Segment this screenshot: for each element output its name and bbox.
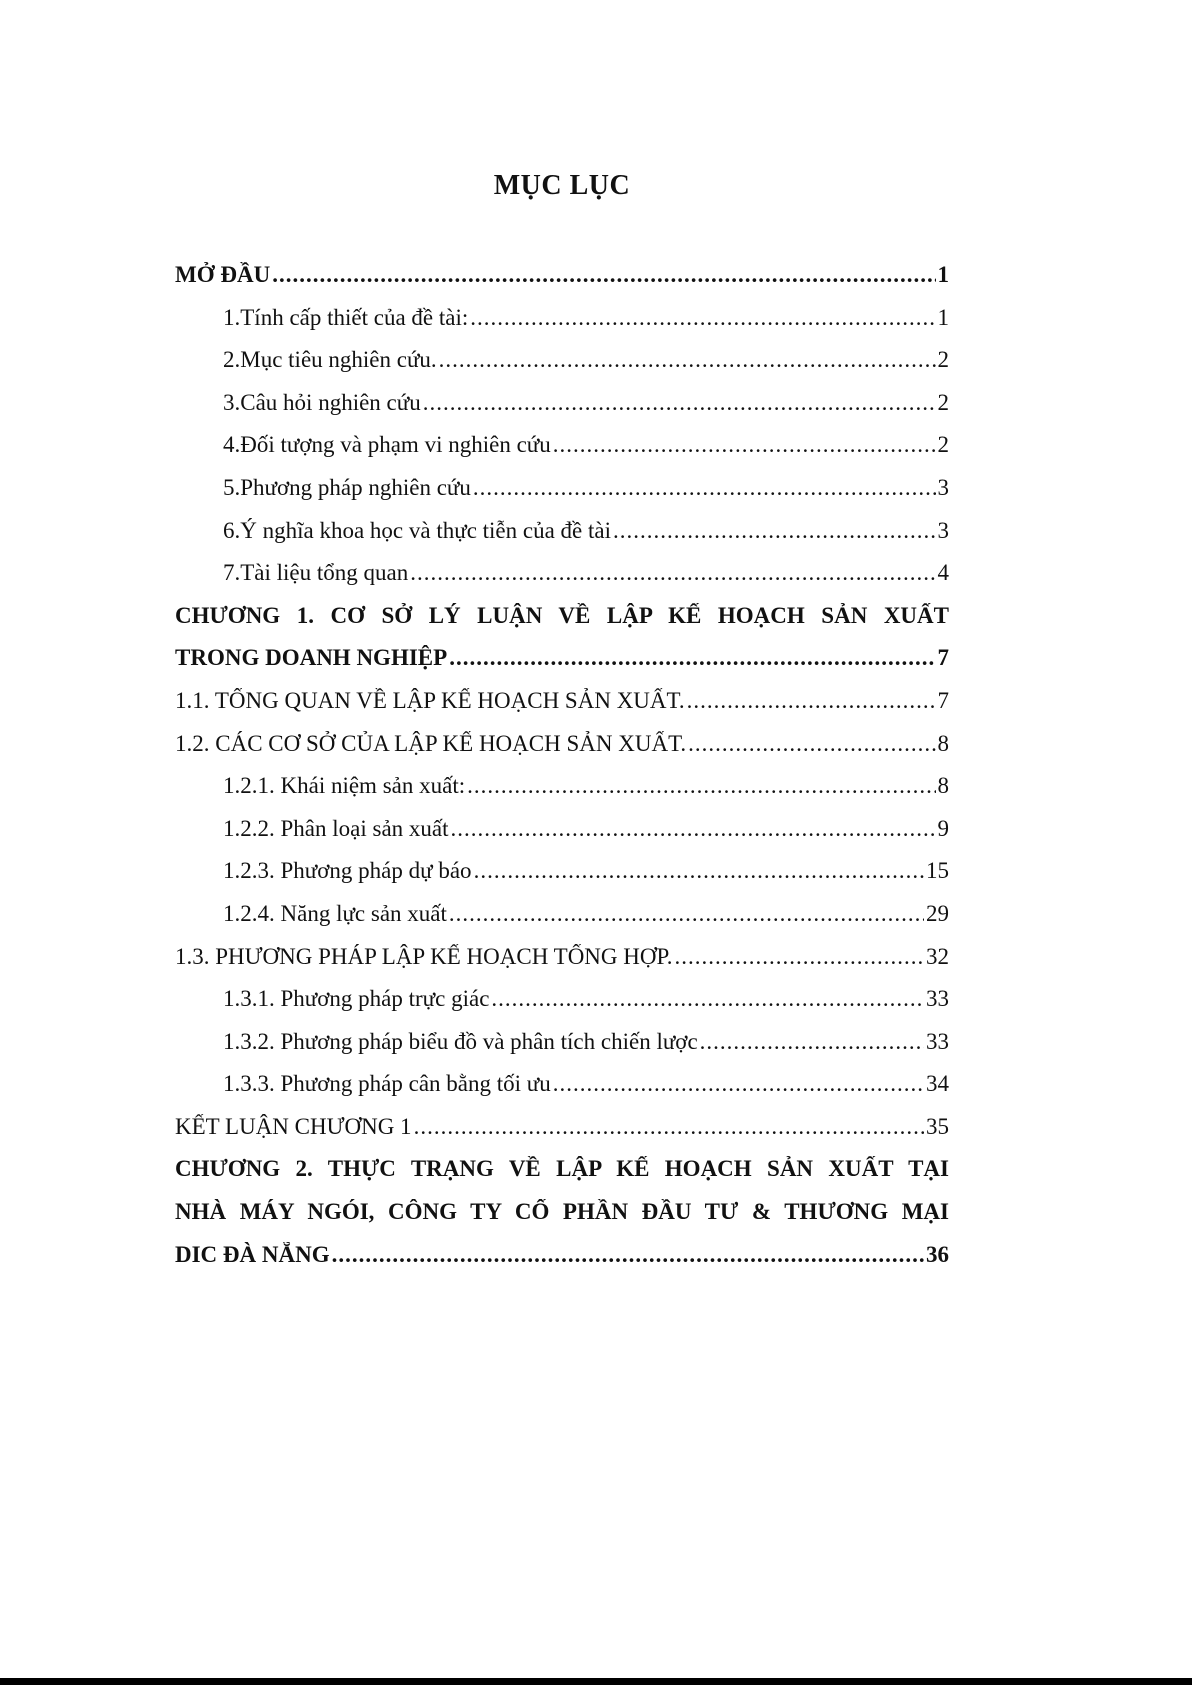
toc-entry-page: 7 bbox=[937, 687, 949, 713]
table-of-contents bbox=[175, 262, 949, 1284]
toc-entry-page: 34 bbox=[926, 1071, 949, 1097]
toc-entry-text: Phương pháp nghiên cứu bbox=[240, 474, 471, 500]
toc-entry-number: 3. bbox=[223, 389, 241, 415]
toc-entry-page: 9 bbox=[937, 815, 949, 841]
toc-entry-1-3[interactable] bbox=[175, 944, 949, 987]
toc-entry-page: 35 bbox=[926, 1113, 949, 1139]
toc-entry-text: Đối tượng và phạm vi nghiên cứu bbox=[240, 432, 551, 458]
toc-entry-number: 6. bbox=[223, 517, 241, 543]
toc-entry-1-1[interactable] bbox=[175, 688, 949, 731]
toc-entry-number: 2. bbox=[223, 347, 241, 373]
toc-entry-page: 1 bbox=[937, 304, 949, 330]
dot-leader bbox=[687, 688, 936, 714]
dot-leader bbox=[451, 816, 936, 842]
toc-entry-number: 4. bbox=[223, 432, 241, 458]
toc-entry-number: 5. bbox=[223, 474, 241, 500]
dot-leader bbox=[613, 518, 935, 544]
toc-entry-1-3-1[interactable] bbox=[175, 986, 949, 1029]
dot-leader bbox=[474, 858, 924, 884]
toc-entry-text: 1.2.1. Khái niệm sản xuất: bbox=[223, 773, 466, 799]
toc-entry-text: 1.3.3. Phương pháp cân bằng tối ưu bbox=[223, 1071, 551, 1097]
toc-entry-text: KẾT LUẬN CHƯƠNG 1 bbox=[175, 1113, 412, 1139]
dot-leader bbox=[272, 262, 935, 288]
dot-leader bbox=[467, 773, 935, 799]
dot-leader bbox=[414, 1114, 924, 1140]
toc-entry-page: 8 bbox=[937, 730, 949, 756]
dot-leader bbox=[688, 731, 935, 757]
toc-entry-text: 1.3.2. Phương pháp biểu đồ và phân tích chiến lược bbox=[223, 1028, 698, 1054]
toc-entry-1-2[interactable] bbox=[175, 731, 949, 774]
toc-title: MỤC LỤC bbox=[493, 170, 631, 201]
toc-entry-text: 1.2.4. Năng lực sản xuất bbox=[223, 900, 447, 926]
toc-entry-text: Ý nghĩa khoa học và thực tiễn của đề tài bbox=[240, 517, 612, 543]
toc-entry-ket-luan-chuong-1[interactable] bbox=[175, 1114, 949, 1157]
dot-leader bbox=[423, 390, 936, 416]
toc-entry-1-2-2[interactable] bbox=[175, 816, 949, 859]
toc-entry-5[interactable] bbox=[175, 475, 949, 518]
toc-entry-text: 1.2.2. Phân loại sản xuất bbox=[223, 815, 449, 841]
toc-entry-mo-dau[interactable] bbox=[175, 262, 949, 305]
toc-entry-text: 1.2. CÁC CƠ SỞ CỦA LẬP KẾ HOẠCH SẢN XUẤT. bbox=[175, 730, 687, 756]
dot-leader bbox=[439, 347, 936, 373]
toc-entry-text: Mục tiêu nghiên cứu. bbox=[240, 347, 437, 373]
toc-entry-chuong-2-line-1[interactable] bbox=[175, 1156, 949, 1199]
toc-entry-page: 3 bbox=[937, 517, 949, 543]
toc-entry-text: Câu hỏi nghiên cứu bbox=[240, 389, 421, 415]
dot-leader bbox=[332, 1242, 924, 1268]
dot-leader bbox=[473, 475, 936, 501]
toc-entry-page: 33 bbox=[926, 986, 949, 1012]
toc-entry-page: 8 bbox=[937, 773, 949, 799]
dot-leader bbox=[553, 432, 936, 458]
dot-leader bbox=[449, 901, 924, 927]
dot-leader bbox=[470, 305, 935, 331]
dot-leader bbox=[553, 1071, 924, 1097]
toc-entry-chuong-1-line-2[interactable] bbox=[175, 645, 949, 688]
toc-entry-1-2-4[interactable] bbox=[175, 901, 949, 944]
dot-leader bbox=[700, 1029, 924, 1055]
toc-entry-text: NHÀ MÁY NGÓI, CÔNG TY CỔ PHẦN ĐẦU TƯ & THƯƠNG MẠI bbox=[175, 1199, 949, 1225]
toc-entry-text: 1.3.1. Phương pháp trực giác bbox=[223, 986, 490, 1012]
toc-entry-page: 32 bbox=[926, 943, 949, 969]
toc-entry-text: 1.1. TỔNG QUAN VỀ LẬP KẾ HOẠCH SẢN XUẤT. bbox=[175, 687, 685, 713]
toc-entry-text: CHƯƠNG 1. CƠ SỞ LÝ LUẬN VỀ LẬP KẾ HOẠCH SẢN XUẤT bbox=[175, 602, 949, 628]
toc-entry-text: DIC ĐÀ NẴNG bbox=[175, 1241, 330, 1267]
toc-entry-1-2-3[interactable] bbox=[175, 858, 949, 901]
toc-entry-page: 33 bbox=[926, 1028, 949, 1054]
toc-entry-4[interactable] bbox=[175, 432, 949, 475]
toc-entry-page: 3 bbox=[937, 474, 949, 500]
toc-entry-page: 36 bbox=[926, 1241, 949, 1267]
toc-entry-number: 7. bbox=[223, 560, 241, 586]
toc-entry-chuong-2-line-2[interactable] bbox=[175, 1199, 949, 1242]
toc-entry-text: TRONG DOANH NGHIỆP bbox=[175, 645, 448, 671]
toc-entry-text: 1.3. PHƯƠNG PHÁP LẬP KẾ HOẠCH TỔNG HỢP. bbox=[175, 943, 673, 969]
toc-entry-6[interactable] bbox=[175, 518, 949, 561]
toc-entry-page: 2 bbox=[937, 432, 949, 458]
dot-leader bbox=[675, 944, 925, 970]
dot-leader bbox=[449, 645, 935, 671]
dot-leader bbox=[491, 986, 924, 1012]
bottom-edge-bar bbox=[0, 1678, 1192, 1685]
toc-entry-page: 1 bbox=[937, 262, 949, 287]
toc-entry-3[interactable] bbox=[175, 390, 949, 433]
toc-entry-7[interactable] bbox=[175, 560, 949, 603]
toc-entry-number: 1. bbox=[223, 304, 241, 330]
toc-entry-1-3-3[interactable] bbox=[175, 1071, 949, 1114]
dot-leader bbox=[410, 560, 935, 586]
toc-entry-1[interactable] bbox=[175, 305, 949, 348]
toc-entry-page: 29 bbox=[926, 900, 949, 926]
toc-entry-text: CHƯƠNG 2. THỰC TRẠNG VỀ LẬP KẾ HOẠCH SẢN XUẤT TẠI bbox=[175, 1156, 949, 1182]
toc-entry-text: MỞ ĐẦU bbox=[175, 262, 271, 287]
toc-entry-page: 4 bbox=[937, 560, 949, 586]
toc-entry-page: 2 bbox=[937, 347, 949, 373]
toc-entry-1-2-1[interactable] bbox=[175, 773, 949, 816]
toc-entry-2[interactable] bbox=[175, 347, 949, 390]
toc-entry-page: 15 bbox=[926, 858, 949, 884]
toc-entry-text: 1.2.3. Phương pháp dự báo bbox=[223, 858, 472, 884]
toc-entry-text: Tính cấp thiết của đề tài: bbox=[240, 304, 469, 330]
toc-entry-chuong-1-line-1[interactable] bbox=[175, 603, 949, 646]
toc-entry-page: 2 bbox=[937, 389, 949, 415]
toc-entry-page: 7 bbox=[937, 645, 949, 671]
toc-entry-1-3-2[interactable] bbox=[175, 1029, 949, 1072]
toc-entry-chuong-2-line-3[interactable] bbox=[175, 1242, 949, 1285]
toc-entry-text: Tài liệu tổng quan bbox=[240, 560, 409, 586]
